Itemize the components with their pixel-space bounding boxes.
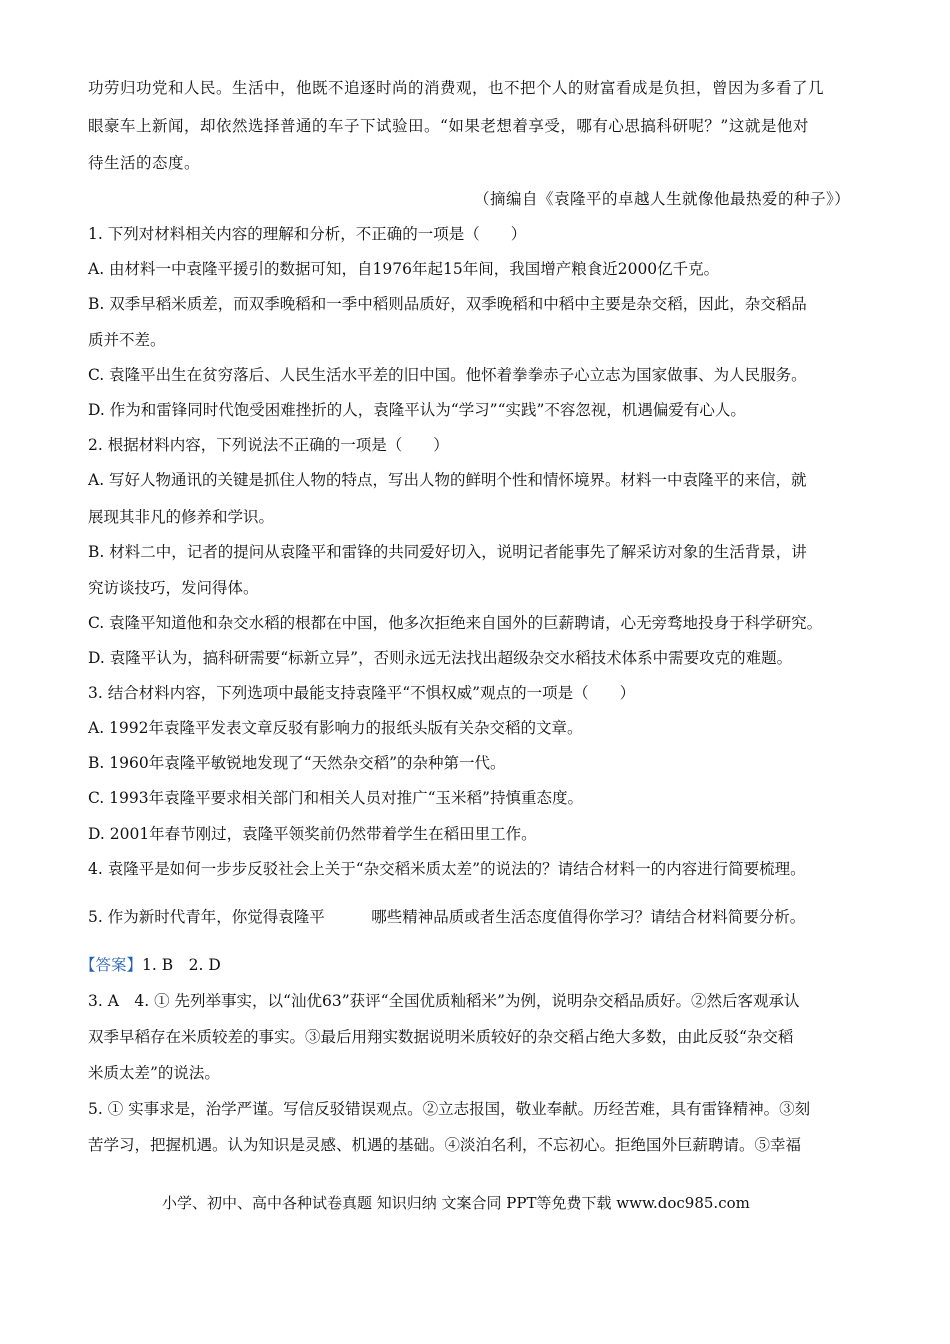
option-b: B. 双季早稻米质差，而双季晚稻和一季中稻则品质好，双季晚稻和中稻中主要是杂交稻，因此，杂交稻品 bbox=[88, 295, 807, 313]
option-d: D. 作为和雷锋同时代饱受困难挫折的人，袁隆平认为“学习”“实践”不容忽视，机遇偏爱有心人。 bbox=[88, 401, 746, 419]
question-stem: 5. 作为新时代青年，你觉得袁隆平 哪些精神品质或者生活态度值得你学习？请结合材料简要分析。 bbox=[88, 908, 806, 926]
option-b-continued: 质并不差。 bbox=[88, 331, 166, 349]
answer-line: 5. ① 实事求是，治学严谨。写信反驳错误观点。②立志报国，敬业奉献。历经苦难，具有雷锋精神。③刻 bbox=[88, 1100, 811, 1118]
answer-line: 双季早稻存在米质较差的事实。③最后用翔实数据说明米质较好的杂交稻占绝大多数，由此反驳“杂交稻 bbox=[88, 1028, 794, 1046]
answer-text: 1. B 2. D bbox=[142, 956, 221, 974]
question-stem: 2. 根据材料内容，下列说法不正确的一项是（ ） bbox=[88, 436, 449, 454]
source-citation: （摘编自《袁隆平的卓越人生就像他最热爱的种子》） bbox=[474, 190, 851, 208]
answer-line: 米质太差”的说法。 bbox=[88, 1064, 220, 1082]
answer-line: 3. A 4. ① 先列举事实，以“汕优63”获评“全国优质籼稻米”为例，说明杂交稻品质好。②然后客观承认 bbox=[88, 992, 800, 1010]
passage-line: 功劳归功党和人民。生活中，他既不追逐时尚的消费观，也不把个人的财富看成是负担，曾因为多看了几 bbox=[88, 79, 825, 97]
passage-line: 待生活的态度。 bbox=[88, 154, 201, 172]
option-a: A. 由材料一中袁隆平援引的数据可知，自1976年起15年间，我国增产粮食近2000亿千克。 bbox=[88, 260, 720, 278]
answer-line: 苦学习，把握机遇。认为知识是灵感、机遇的基础。④淡泊名利，不忘初心。拒绝国外巨薪聘请。⑤幸福 bbox=[88, 1136, 802, 1154]
option-d: D. 袁隆平认为，搞科研需要“标新立异”，否则永远无法找出超级杂交水稻技术体系中需要攻克的难题。 bbox=[88, 649, 793, 667]
option-b: B. 1960年袁隆平敏锐地发现了“天然杂交稻”的杂种第一代。 bbox=[88, 754, 506, 772]
option-a-continued: 展现其非凡的修养和学识。 bbox=[88, 508, 275, 526]
option-c: C. 1993年袁隆平要求相关部门和相关人员对推广“玉米稻”持慎重态度。 bbox=[88, 789, 583, 807]
answer-first-line bbox=[80, 953, 221, 975]
question-stem: 1. 下列对材料相关内容的理解和分析，不正确的一项是（ ） bbox=[88, 225, 527, 243]
question-stem: 3. 结合材料内容，下列选项中最能支持袁隆平“不惧权威”观点的一项是（ ） bbox=[88, 684, 636, 702]
passage-line: 眼豪车上新闻，却依然选择普通的车子下试验田。“如果老想着享受，哪有心思搞科研呢？”这就是他对 bbox=[88, 117, 809, 135]
option-a: A. 写好人物通讯的关键是抓住人物的特点，写出人物的鲜明个性和情怀境界。材料一中袁隆平的来信，就 bbox=[88, 471, 807, 489]
option-c: C. 袁隆平出生在贫穷落后、人民生活水平差的旧中国。他怀着拳拳赤子心立志为国家做事、为人民服务。 bbox=[88, 366, 807, 384]
option-a: A. 1992年袁隆平发表文章反驳有影响力的报纸头版有关杂交稻的文章。 bbox=[88, 719, 583, 737]
page-footer: 小学、初中、高中各种试卷真题 知识归纳 文案合同 PPT等免费下载 www.doc985.com bbox=[162, 1194, 750, 1212]
question-stem: 4. 袁隆平是如何一步步反驳社会上关于“杂交稻米质太差”的说法的？请结合材料一的内容进行简要梳理。 bbox=[88, 860, 806, 878]
answer-tag: 【答案】 bbox=[80, 956, 143, 974]
option-b-continued: 究访谈技巧，发问得体。 bbox=[88, 579, 259, 597]
option-d: D. 2001年春节刚过，袁隆平领奖前仍然带着学生在稻田里工作。 bbox=[88, 825, 537, 843]
option-c: C. 袁隆平知道他和杂交水稻的根都在中国，他多次拒绝来自国外的巨薪聘请，心无旁骛地投身于科学研究。 bbox=[88, 614, 823, 632]
option-b: B. 材料二中，记者的提问从袁隆平和雷锋的共同爱好切入，说明记者能事先了解采访对象的生活背景，讲 bbox=[88, 543, 807, 561]
